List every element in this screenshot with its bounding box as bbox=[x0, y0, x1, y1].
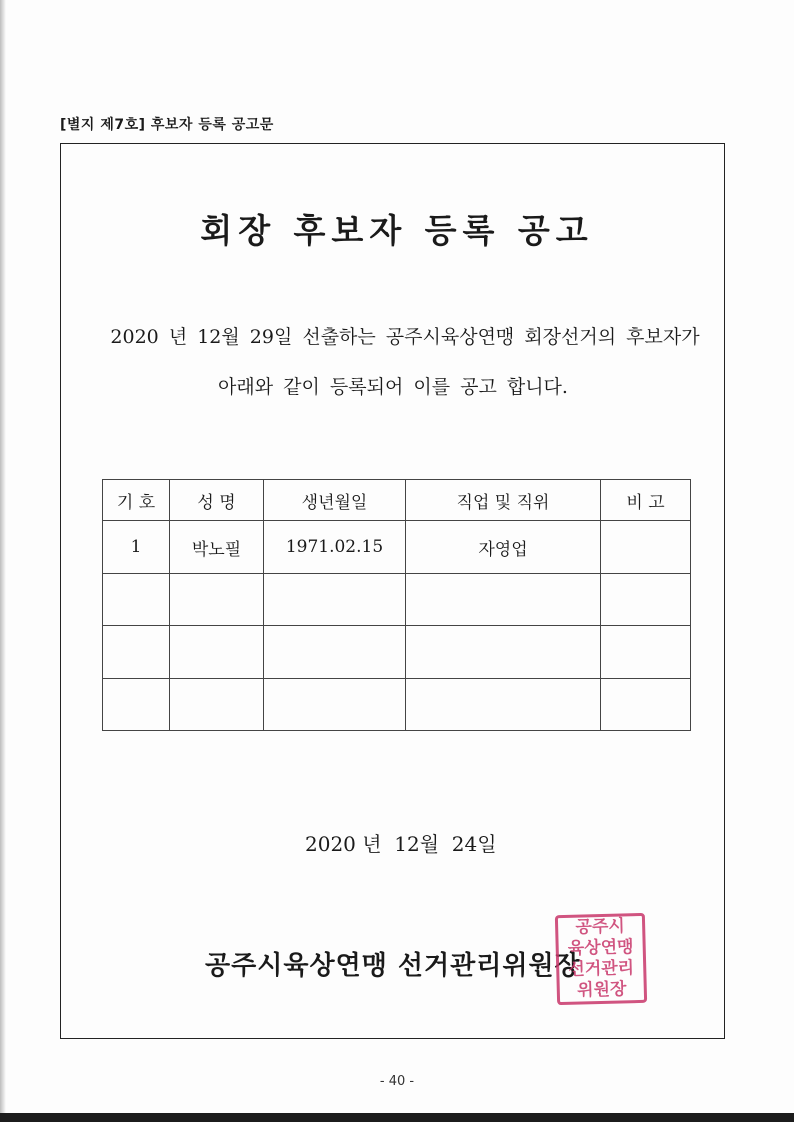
cell-remarks bbox=[601, 678, 691, 730]
header-name: 성 명 bbox=[170, 480, 264, 521]
table-header-row bbox=[103, 480, 691, 521]
issuer-name: 공주시육상연맹 선거관리위원장 bbox=[205, 951, 581, 981]
cell-number bbox=[103, 573, 170, 625]
cell-occupation bbox=[406, 573, 601, 625]
notice-title: 회장 후보자 등록 공고 bbox=[200, 211, 594, 250]
notice-body-line-1: 2020 년 12월 29일 선출하는 공주시육상연맹 회장선거의 후보자가 bbox=[110, 326, 700, 348]
attachment-label: [별지 제7호] 후보자 등록 공고문 bbox=[60, 117, 274, 133]
seal-line: 육상연맹 bbox=[567, 937, 634, 959]
cell-name bbox=[170, 626, 264, 678]
scan-bottom-edge bbox=[0, 1113, 794, 1122]
table-row bbox=[103, 521, 691, 573]
header-remarks: 비 고 bbox=[601, 480, 691, 521]
cell-number bbox=[103, 678, 170, 730]
cell-number bbox=[103, 626, 170, 678]
header-birthdate: 생년월일 bbox=[264, 480, 406, 521]
official-seal-stamp bbox=[555, 913, 647, 1005]
cell-birthdate: 1971.02.15 bbox=[264, 521, 406, 573]
cell-number: 1 bbox=[103, 521, 170, 573]
table-row bbox=[103, 573, 691, 625]
page-number: - 40 - bbox=[379, 1074, 415, 1089]
cell-occupation: 자영업 bbox=[406, 521, 601, 573]
seal-line: 공주시 bbox=[575, 916, 626, 938]
cell-occupation bbox=[406, 626, 601, 678]
header-number: 기 호 bbox=[103, 480, 170, 521]
table-row bbox=[103, 678, 691, 730]
cell-remarks bbox=[601, 521, 691, 573]
seal-line: 선거관리 bbox=[568, 958, 635, 980]
cell-name: 박노필 bbox=[170, 521, 264, 573]
cell-occupation bbox=[406, 678, 601, 730]
cell-birthdate bbox=[264, 573, 406, 625]
cell-birthdate bbox=[264, 678, 406, 730]
candidate-table bbox=[102, 479, 691, 731]
scan-edge-shadow bbox=[0, 0, 6, 1122]
cell-remarks bbox=[601, 573, 691, 625]
notice-date: 2020 년 12월 24일 bbox=[305, 832, 497, 856]
cell-name bbox=[170, 678, 264, 730]
cell-name bbox=[170, 573, 264, 625]
header-occupation: 직업 및 직위 bbox=[406, 480, 601, 521]
seal-line: 위원장 bbox=[576, 979, 627, 1001]
cell-birthdate bbox=[264, 626, 406, 678]
notice-body-line-2: 아래와 같이 등록되어 이를 공고 합니다. bbox=[218, 376, 568, 398]
table-row bbox=[103, 626, 691, 678]
cell-remarks bbox=[601, 626, 691, 678]
